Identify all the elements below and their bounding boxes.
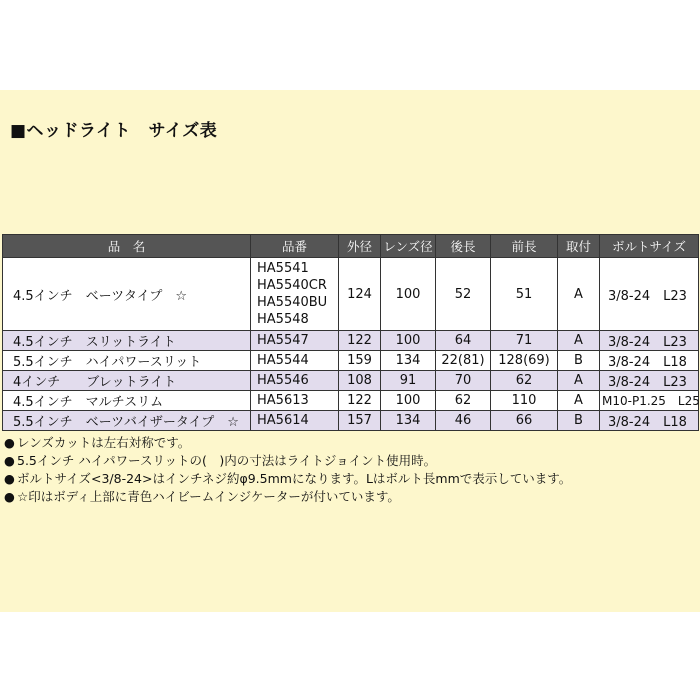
lens-diameter-cell: 134 <box>381 351 436 371</box>
bolt-size-cell: 3/8-24 L18 <box>600 411 699 431</box>
rear-length-cell: 52 <box>436 258 491 331</box>
part-number: HA5540CR <box>257 278 327 293</box>
header-lens-diameter: レンズ径 <box>381 235 436 258</box>
part-number: HA5548 <box>257 312 309 327</box>
product-name-cell: 4.5インチ マルチスリム <box>3 391 251 411</box>
part-number-cell: HA5547 <box>251 331 339 351</box>
lens-diameter-cell: 91 <box>381 371 436 391</box>
bullet-icon: ● <box>4 453 15 468</box>
note-item <box>4 488 571 506</box>
header-bolt-size: ボルトサイズ <box>600 235 699 258</box>
bolt-size-cell: 3/8-24 L23 <box>600 258 699 331</box>
front-length-cell: 51 <box>491 258 558 331</box>
bullet-icon: ● <box>4 489 15 504</box>
lens-diameter-cell: 100 <box>381 331 436 351</box>
header-front-length: 前長 <box>491 235 558 258</box>
outer-diameter-cell: 108 <box>339 371 381 391</box>
product-name-cell: 4.5インチ ベーツタイプ ☆ <box>3 258 251 331</box>
front-length-cell: 62 <box>491 371 558 391</box>
mount-cell: B <box>558 351 600 371</box>
lens-diameter-cell: 100 <box>381 391 436 411</box>
front-length-cell: 71 <box>491 331 558 351</box>
note-item <box>4 434 571 452</box>
product-name-cell: 4インチ ブレットライト <box>3 371 251 391</box>
outer-diameter-cell: 124 <box>339 258 381 331</box>
header-product-name: 品 名 <box>3 235 251 258</box>
part-number: HA5541 <box>257 261 309 276</box>
bullet-icon: ● <box>4 435 15 450</box>
product-name-cell: 4.5インチ スリットライト <box>3 331 251 351</box>
table-row <box>3 331 699 351</box>
part-number: HA5540BU <box>257 295 328 310</box>
header-part-number: 品番 <box>251 235 339 258</box>
table-row <box>3 258 699 331</box>
bolt-size-cell: 3/8-24 L23 <box>600 371 699 391</box>
bolt-size-cell: M10-P1.25 L25 <box>600 391 699 411</box>
bullet-icon: ● <box>4 471 15 486</box>
outer-diameter-cell: 122 <box>339 391 381 411</box>
lens-diameter-cell: 100 <box>381 258 436 331</box>
notes-list <box>4 434 571 506</box>
header-rear-length: 後長 <box>436 235 491 258</box>
bolt-size-cell: 3/8-24 L18 <box>600 351 699 371</box>
outer-diameter-cell: 159 <box>339 351 381 371</box>
outer-diameter-cell: 122 <box>339 331 381 351</box>
size-table <box>2 234 699 431</box>
part-number-cell: HA5614 <box>251 411 339 431</box>
table-row <box>3 371 699 391</box>
mount-cell: A <box>558 331 600 351</box>
part-number-cell: HA5546 <box>251 371 339 391</box>
part-number-cell: HA5613 <box>251 391 339 411</box>
table-row <box>3 391 699 411</box>
note-text: ☆印はボディ上部に青色ハイビームインジケーターが付いています。 <box>17 489 400 504</box>
front-length-cell: 128(69) <box>491 351 558 371</box>
note-text: ボルトサイズ<3/8-24>はインチネジ約φ9.5mmになります。Lはボルト長mmで表示しています。 <box>17 471 572 486</box>
outer-diameter-cell: 157 <box>339 411 381 431</box>
mount-cell: A <box>558 258 600 331</box>
note-text: 5.5インチ ハイパワースリットの( )内の寸法はライトジョイント使用時。 <box>17 453 437 468</box>
part-number-cell <box>251 258 339 331</box>
mount-cell: A <box>558 371 600 391</box>
note-item <box>4 452 571 470</box>
table-header-row <box>3 235 699 258</box>
product-name-cell: 5.5インチ ハイパワースリット <box>3 351 251 371</box>
table-row <box>3 411 699 431</box>
rear-length-cell: 22(81) <box>436 351 491 371</box>
rear-length-cell: 70 <box>436 371 491 391</box>
rear-length-cell: 62 <box>436 391 491 411</box>
note-item <box>4 470 571 488</box>
mount-cell: A <box>558 391 600 411</box>
header-outer-diameter: 外径 <box>339 235 381 258</box>
bolt-size-cell: 3/8-24 L23 <box>600 331 699 351</box>
front-length-cell: 66 <box>491 411 558 431</box>
product-name-cell: 5.5インチ ベーツバイザータイプ ☆ <box>3 411 251 431</box>
header-mount: 取付 <box>558 235 600 258</box>
lens-diameter-cell: 134 <box>381 411 436 431</box>
part-number-cell: HA5544 <box>251 351 339 371</box>
rear-length-cell: 46 <box>436 411 491 431</box>
section-title: ■ヘッドライト サイズ表 <box>10 121 218 141</box>
mount-cell: B <box>558 411 600 431</box>
note-text: レンズカットは左右対称です。 <box>17 435 191 450</box>
table-row <box>3 351 699 371</box>
front-length-cell: 110 <box>491 391 558 411</box>
rear-length-cell: 64 <box>436 331 491 351</box>
